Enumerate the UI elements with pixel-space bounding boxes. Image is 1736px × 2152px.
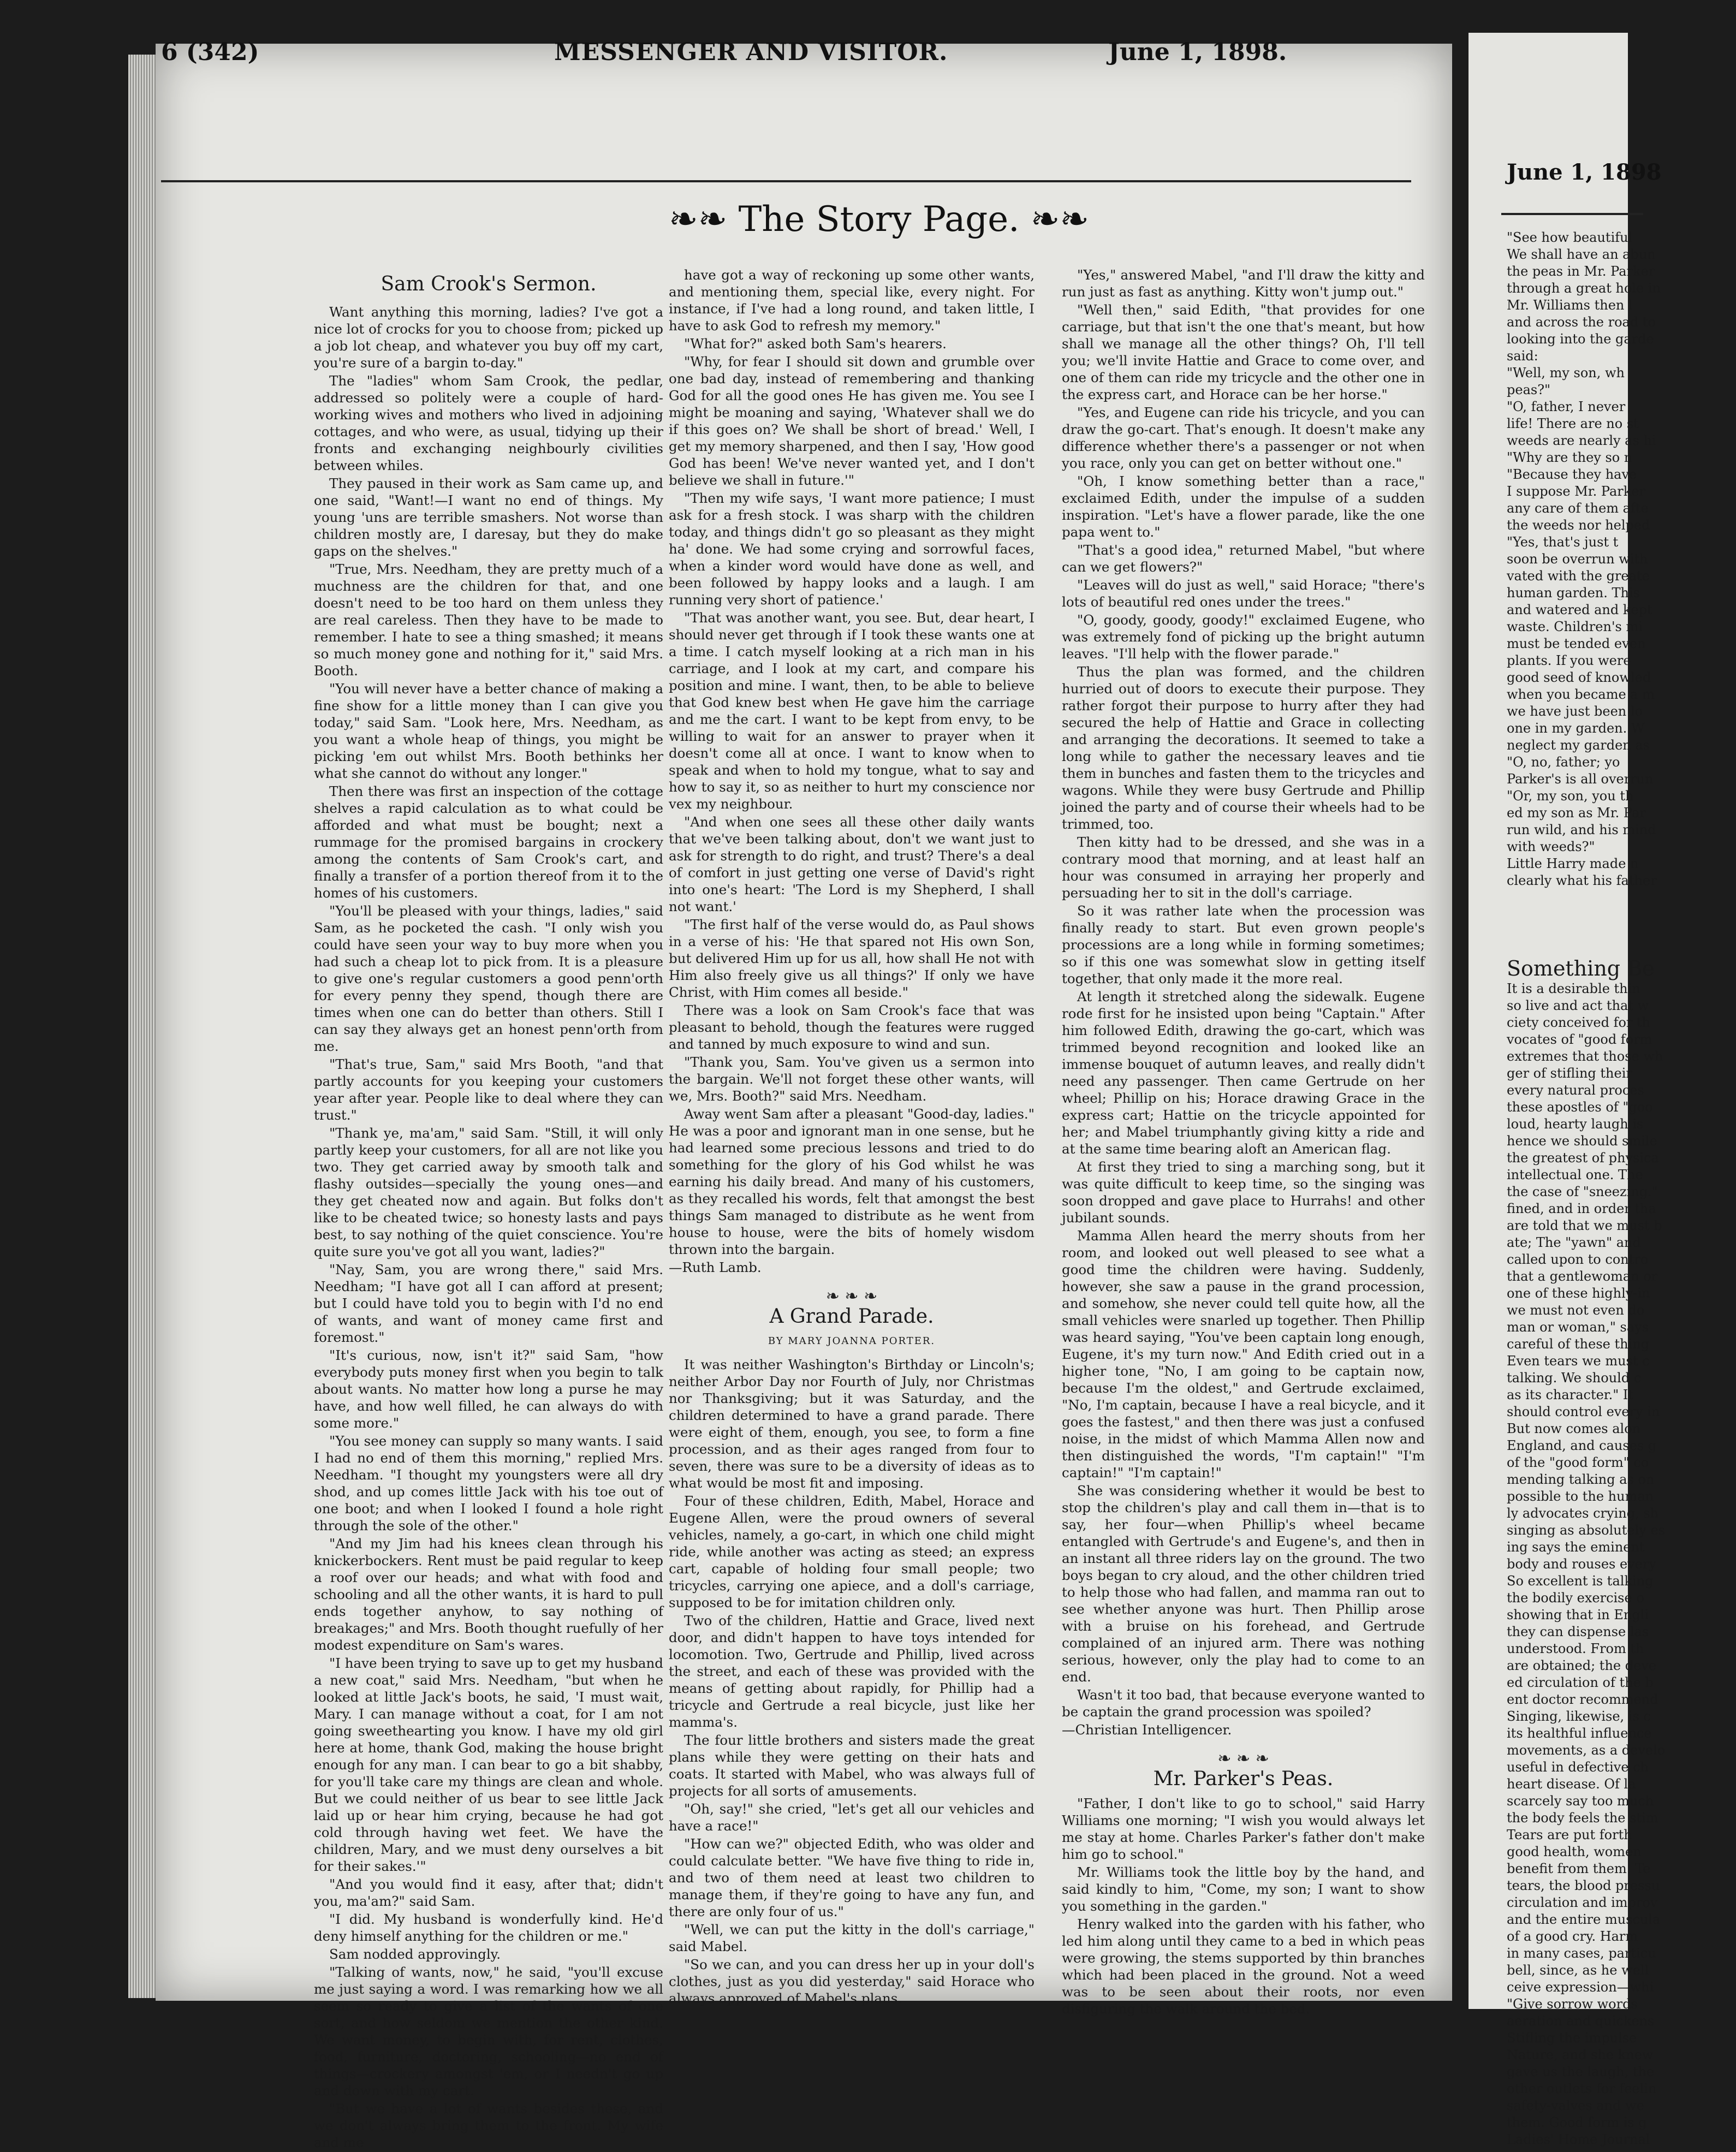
paragraph: singing as absolutely es [1507,1523,1665,1538]
paragraph: movements, as a develo [1507,1743,1666,1758]
paragraph: Mr. Williams then l [1507,298,1633,313]
paragraph: "It's curious, now, isn't it?" said Sam, "how everybody puts money first when you begin to talk about wants. No matter how long a purse he may have, and how well filled, he can always do with some more." [314,1347,663,1431]
paragraph: showing that in Engli [1507,1607,1649,1622]
paragraph: Singing, likewise, is c [1507,1709,1651,1724]
story-body-continued [1062,266,1425,1720]
story-body [669,1356,1035,2007]
paragraph: ed my son as Mr. Par [1507,805,1646,821]
paragraph: and across the road to [1507,314,1656,330]
paragraph: It is a desirable thin [1507,981,1640,996]
paragraph: "See how beautiful [1507,230,1633,245]
paragraph: "Talking of wants, now," he said, "you'll excuse me just saying a word. I was remarking how we all seem so ready to give a list of the wants of one sort, and how seldom we mention the other kind. We want money, to begin with, for rent, clothes, food, furniture, doctoring, schooling—no end of things—crockery amongst 'em, or I needn't go up and down with my cart. [314,1964,663,2099]
paragraph: in many cases, particu [1507,1946,1656,1961]
paragraph: fined, and in order tha [1507,1201,1656,1216]
paragraph: At first they tried to sing a marching song, but it was quite difficult to keep time, so the singing was soon dropped and gave place to Hurrahs! and other jubilant sounds. [1062,1159,1425,1226]
paragraph: and watered and kept [1507,602,1652,617]
paragraph: mending talking as on [1507,1472,1655,1487]
paragraph: Parker's is all overrun [1507,771,1654,787]
paragraph: There was a look on Sam Crook's face that was pleasant to behold, though the features were rugged and tanned by much exposure to wind and sun. [669,1002,1035,1052]
paragraph: we have just been lo [1507,704,1643,719]
paragraph: they can dispense las [1507,1624,1649,1639]
paragraph: possible to the human [1507,1489,1654,1504]
paragraph: Even tears we must c [1507,1353,1650,1369]
paragraph: "Give sorrow words [1507,1996,1638,2012]
paragraph: must be tended even [1507,636,1646,651]
paragraph: "Why are they so n [1507,450,1633,465]
story-title: Sam Crook's Sermon. [381,273,597,295]
paragraph: They paused in their work as Sam came up, and one said, "Want!—I want no end of things. My young 'uns are terrible smashers. Not worse than children mostly are, I daresay, but they do make gaps on the shelves." [314,475,663,559]
paragraph: waste. Children's mi [1507,619,1643,634]
paragraph: "Why, for fear I should sit down and grumble over one bad day, instead of remembering and thanking God for all the good ones He has given me. You see I might be moaning and saying, 'Whatever shall we do if this goes on? We shall be short of bread.' Well, I get my memory sharpened, and then I say, 'How good God has been! We've never wanted yet, and I don't believe we shall in future.'" [669,354,1035,488]
paragraph: We shall have an abun [1507,247,1656,262]
facing-page-text [1507,229,1736,889]
paragraph: Then kitty had to be dressed, and she was in a contrary mood that morning, and at least half an hour was consumed in arraying her properly and persuading her to sit in the doll's carriage. [1062,834,1425,901]
paragraph: with weeds?" [1507,839,1595,854]
paragraph: She was considering whether it would be best to stop the children's play and call them in—that is to say, her four—when Phillip's wheel became entangled with Gertrude's and Eugene's, and then in an instant all three riders lay on the ground. The two boys began to cry aloud, and the other children tried to help those who had fallen, and mamma ran out to see whether anyone was hurt. Then Phillip arose with a bruise on his forehead, and Gertrude complained of an injured arm. There was nothing serious, however, only the play had to come to an end. [1062,1483,1425,1685]
paragraph: "That's true, Sam," said Mrs Booth, "and that partly accounts for you keeping your customers year after year. People like to deal where they can trust." [314,1056,663,1123]
paragraph: ly advocates crying, sh [1507,1506,1659,1521]
issue-date: June 1, 1898. [1108,38,1287,66]
paragraph: Thus the plan was formed, and the children hurried out of doors to execute their purpose. They rather forgot their purpose to hurry after they had secured the help of Hattie and Grace in collecting and arranging the decorations. It seemed to take a long while to gather the necessary leaves and tie them in bunches and fasten them to the tricycles and wagons. While they were busy Gertrude and Phillip joined the party and of course their wheels had to be trimmed, too. [1062,664,1425,832]
facing-page-text [1507,980,1736,2148]
paragraph: Wasn't it too bad, that because everyone wanted to be captain the grand procession was spoiled? [1062,1687,1425,1720]
paragraph: benefit from them. Te [1507,1861,1651,1876]
paragraph: "Father, I don't like to go to school," said Harry Williams one morning; "I wish you would always let me stay at home. Charles Parker's father don't make him go to school." [1062,1796,1425,1862]
paragraph: "Leaves will do just as well," said Horace; "there's lots of beautiful red ones under the trees." [1062,577,1425,610]
paragraph: "Oh, say!" she cried, "let's get all our vehicles and have a race!" [669,1801,1035,1834]
paragraph: one of these highly-in [1507,1286,1650,1301]
paragraph: other outlets for feelin [1507,2081,1657,2096]
story-title: Mr. Parker's Peas. [1153,1768,1334,1790]
paragraph: The "ladies" whom Sam Crook, the pedlar, addressed so politely were a couple of hard-working wives and mothers who lived in adjoining cottages, and who were, as usual, tidying up their fronts and exchanging neighbourly civilities between whiles. [314,373,663,473]
paragraph: It was neither Washington's Birthday or Lincoln's; neither Arbor Day nor Fourth of July, nor Christmas nor Thanksgiving; but it was Saturday, and the children determined to have a grand parade. There were eight of them, enough, you see, to form a fine procession, and as their ages ranged from four to seven, there was sure to be a diversity of ideas as to what would be most fit and imposing. [669,1357,1035,1491]
paragraph: I suppose Mr. Parker [1507,484,1645,499]
paragraph: "I did. My husband is wonderfully kind. He'd deny himself anything for the children or me." [314,1911,663,1944]
paragraph: "Thank you, Sam. You've given us a sermon into the bargain. We'll not forget these other wants, will we, Mrs. Booth?" said Mrs. Needham. [669,1054,1035,1104]
paragraph: of the "good form" co [1507,1455,1649,1470]
paragraph: aeration and quickens [1507,2013,1655,2029]
paragraph: So excellent is talking [1507,1573,1654,1589]
paragraph: "That's a good idea," returned Mabel, "but where can we get flowers?" [1062,542,1425,575]
paragraph: talking. We should c [1507,1370,1642,1386]
story-byline: BY MARY JOANNA PORTER. [768,1335,936,1347]
paragraph: one in my garden. W [1507,721,1645,736]
paragraph: we must not even do [1507,1303,1645,1318]
paragraph: "I have been trying to save up to get my husband a new coat," said Mrs. Needham, "but when he looked at little Jack's boots, he said, 'I must wait, Mary. I can manage without a coat, for I am not going sweethearting you know. I have my old girl here at home, thank God, making the house bright enough for any man. I can bear to go a bit shabby, for you'll take care my things are clean and whole. But we could neither of us bear to see little Jack laid up or hear him crying, because he had got cold through having wet feet. We have the children, Mary, and we must deny ourselves a bit for their sakes.'" [314,1655,663,1874]
paragraph: "And you would find it easy, after that; didn't you, ma'am?" said Sam. [314,1876,663,1909]
paragraph: Mr. Williams took the little boy by the hand, and said kindly to him, "Come, my son; I want to show you something in the garden." [1062,1864,1425,1914]
paragraph: the weeds nor helped [1507,518,1650,533]
paragraph: the body feels the stim [1507,1810,1658,1826]
facing-page [1469,33,1666,2147]
paragraph: Want anything this morning, ladies? I've got a nice lot of crocks for you to choose from; picked up a job lot cheap, and whatever you buy off my cart, you're sure of a bargin to-day." [314,304,663,371]
paragraph: clearly what his father [1507,873,1657,888]
paragraph: of a good cry. Harm [1507,1929,1638,1944]
paragraph: "Oh, I know something better than a race," exclaimed Edith, under the impulse of a sudden inspiration. "Let's have a flower parade, like the one papa went to." [1062,473,1425,540]
paragraph: hence we should smile [1507,1133,1657,1149]
paragraph: "Thank ye, ma'am," said Sam. "Still, it will only partly keep your customers, for all are not like you two. They get carried away by smooth talk and flashy outsides—specially the young ones—and they get cheated now and again. But folks don't like to be cheated twice; so honesty lasts and pays best, to say nothing of the quiet conscience. You're quite sure you've got all you want, ladies?" [314,1125,663,1259]
paragraph: extremes that those wh [1507,1049,1663,1064]
paragraph: body and rouses every [1507,1556,1656,1572]
paragraph: ciety conceived for th [1507,1015,1651,1030]
paragraph: ate; The "yawn" and [1507,1235,1641,1250]
story-body [314,304,663,2151]
paragraph: At length it stretched along the sidewalk. Eugene rode first for he insisted upon being "Captain." After him followed Edith, drawing the go-cart, which was trimmed beyond recognition and looked like an immense bouquet of autumn leaves, and really didn't need any passenger. Then came Gertrude on her wheel; Phillip on his; Horace drawing Grace in the express cart; Hattie on the tricycle appointed for her; and Mabel triumphantly giving kitty a ride and at the same time bearing aloft an American flag. [1062,989,1425,1157]
paragraph: vated with the greate [1507,568,1650,584]
paragraph: But now comes alon [1507,1421,1641,1436]
story-title: A Grand Parade. [769,1305,934,1328]
story-body-continued [669,266,1035,1258]
section-title: ❧❧ The Story Page. ❧❧ [669,199,1090,240]
paragraph: "Yes," answered Mabel, "and I'll draw the kitty and run just as fast as anything. Kitty won't jump out." [1062,267,1425,300]
paragraph: "Then my wife says, 'I want more patience; I must ask for a fresh stock. I was sharp with the children today, and things didn't go so pleasant as they might ha' done. We had some crying and sorrowful faces, when a kinder word would have done as well, and been followed by happy looks and a laugh. I am running very short of patience.' [669,490,1035,608]
paragraph: tears, the blood pressu [1507,1878,1660,1893]
paragraph: and the entire muscula [1507,1912,1661,1927]
paragraph: its healthful influence [1507,1726,1652,1741]
header-rule [161,180,1411,182]
paragraph: life! There are no st [1507,416,1639,431]
facing-page-rule [1501,213,1643,215]
paragraph: careful of these thing [1507,1336,1650,1352]
paragraph: "Nay, Sam, you are wrong there," said Mrs. Needham; "I have got all I can afford at present; but I could have told you to begin with I'd no end of wants, and want of money came first and foremost." [314,1262,663,1345]
paragraph: Nature, and she knew [1507,2047,1654,2062]
paragraph: ing says the eminent [1507,1539,1645,1555]
column-2 [669,266,1035,2008]
paragraph: have got a way of reckoning up some other wants, and mentioning them, special like, every night. For instance, if I've had a long round, and taken little, I have to ask God to refresh my memory." [669,267,1035,334]
story-body [1062,1795,1425,2017]
paragraph: ceive expression—whi [1507,1979,1654,1995]
paragraph: "How can we?" objected Edith, who was older and could calculate better. "We have five thing to ride in, and two of them need at least two children to manage them, if they're going to have any fun, and there are only four of us." [669,1836,1035,1919]
paragraph: "You'll be pleased with your things, ladies," said Sam, as he pocketed the cash. "I only wish you could have seen your way to buy more when you had such a cheap lot to pick from. It is a pleasure to give one's regular customers a good penn'orth for every penny they spend, though there are times when one can do better than others. Still I can say they always get an honest penn'orth from me. [314,903,663,1054]
column-1 [314,273,663,2152]
paragraph: so live and act that w [1507,998,1649,1013]
paragraph: ed circulation of the b [1507,1675,1654,1690]
paragraph: the greatest of physica [1507,1150,1659,1166]
paragraph: good seed of knowled [1507,670,1651,685]
paragraph: human garden. This [1507,585,1640,601]
paragraph: Henry walked into the garden with his father, who led him along until they came to a bed in which peas were growing, the stems supported by thin branches which had been placed in the ground. Not a weed was to be seen about their roots, nor even disfiguring the walk around the bed. [1062,1916,1425,2017]
paragraph: gave us the laugh, the [1507,2064,1655,2079]
facing-page-date: June 1, 1898 [1507,159,1662,185]
paragraph: "What for?" asked both Sam's hearers. [684,336,947,352]
paragraph: Then there was first an inspection of the cottage shelves a rapid calculation as to what could be afforded and what must be bought; next a rummage for the promised bargains in crockery among the contents of Sam Crook's cart, and finally a transfer of a portion thereof from it to the homes of his customers. [314,783,663,901]
story-attribution: —Ruth Lamb. [669,1259,762,1275]
paragraph: "True, Mrs. Needham, they are pretty much of a muchness are the children for that, and one doesn't need to be too hard on them unless they are real careless. Then they have to be made to remember. I hate to see a thing smashed; it means so much money gone and nothing for it," said Mrs. Booth. [314,561,663,679]
page-number: 6 (342) [161,38,259,66]
paragraph: "Well, we can put the kitty in the doll's carriage," said Mabel. [669,1922,1035,1954]
paragraph: scarcely say too much [1507,1793,1654,1809]
page-stack-edge [128,55,158,1998]
paragraph: England, and causes g [1507,1438,1657,1453]
paragraph: any care of them afte [1507,501,1649,516]
paragraph: "Yes, that's just t [1507,534,1619,550]
paragraph: bell, since, as he well [1507,1963,1649,1978]
facing-page-column [1507,229,1736,2148]
paragraph: as its character." It [1507,1387,1634,1402]
paragraph: vocates of "good form [1507,1032,1652,1047]
paragraph: "The first half of the verse would do, as Paul shows in a verse of his: 'He that spared not His own Son, but delivered Him up for us all, how shall He not with Him also freely give us all things?' If only we have Christ, with Him comes all beside." [669,917,1035,1000]
paragraph: heart disease. Of la [1507,1776,1636,1792]
paragraph: Sam nodded approvingly. [329,1946,501,1962]
paragraph: ent doctor recommend [1507,1692,1658,1707]
paragraph: the bodily exercise o [1507,1590,1644,1606]
paragraph: should control every in [1507,1404,1660,1419]
paragraph: Mamma Allen heard the merry shouts from her room, and looked out well pleased to see what a good time the children were having. Suddenly, however, she saw a pause in the grand procession, and somehow, she never could tell quite how, all the small vehicles were snarled up together. Then Phillip was heard saying, "You've been captain long enough, Eugene, it's my turn now." And Edith cried out in a higher tone, "No, I am going to be captain now, because I'm the oldest," and Gertrude exclaimed, "No, I'm captain, because I have a real bicycle, and it goes the fastest," and then there was just a confused noise, in the midst of which Mamma Allen now and then distinguished the words, "I'm captain!" "I'm captain!" "I'm captain!" [1062,1228,1425,1481]
paragraph: "You see money can supply so many wants. I said I had no end of them this morning," replied Mrs. Needham. "I thought my youngsters were all dry shod, and up comes little Jack with his toe out of one boot; and when I looked I found a hole right through the sole of the other." [314,1433,663,1533]
paragraph: Stifling the impulse [1507,2030,1637,2046]
paragraph: run wild, and his mind [1507,822,1656,837]
paragraph: ger of stifling their [1507,1066,1632,1081]
paragraph: Two of the children, Hattie and Grace, lived next door, and didn't happen to have toys intended for locomotion. Two, Gertrude and Phillip, lived across the street, and each of these was provided with the means of getting about rapidly, for Phillip had a tricycle and Gertrude a real bicycle, just like her mamma's. [669,1613,1035,1730]
paragraph: Tears are put forth [1507,1827,1632,1842]
paragraph: good health, women [1507,1844,1642,1859]
paragraph: Little Harry made n [1507,856,1639,871]
paragraph: "Yes, and Eugene can ride his tricycle, and you can draw the go-cart. That's enough. It doesn't make any difference whether there's a passenger or not when you race, only you can get on better without one." [1062,405,1425,471]
paragraph: "Well then," said Edith, "that provides for one carriage, but that isn't the one that's meant, but how shall we manage all the other things? Oh, I'll tell you; we'll invite Hattie and Grace to come over, and one of them can ride my tricycle and the other one in the express cart, and Horace can be her horse." [1062,302,1425,402]
paragraph: "Because they have [1507,467,1637,482]
paragraph: circulation and improv [1507,1895,1658,1910]
paragraph: neglect my garden as [1507,738,1650,753]
paragraph: through a great hole in [1507,281,1661,296]
paragraph: "Well, my son, wh [1507,365,1625,381]
paragraph: So it was rather late when the procession was finally ready to start. But even grown people's processions are a long while in forming sometimes; so if this one was somewhat slow in getting itself together, that only made it the more real. [1062,903,1425,986]
paragraph: man or woman," says [1507,1319,1649,1335]
paragraph: called upon to contro [1507,1252,1649,1267]
paragraph: when you became a m [1507,687,1655,702]
paragraph: "You will never have a better chance of making a fine show for a little money than I can give you today," said Sam. "Look here, Mrs. Needham, as you want a whole heap of things, you might be picking 'em out whilst Mrs. Booth bethinks her what she cannot do without any longer." [314,681,663,781]
column-3 [1062,266,1425,2018]
paragraph: safety-valves and we [1507,2098,1644,2113]
paragraph: "O, no, father; yo [1507,754,1620,770]
paragraph: Ladies' Home Journal [1507,2132,1650,2147]
paragraph: weeds are nearly as hi [1507,433,1656,448]
paragraph: that a gentlewoman or [1507,1269,1658,1284]
paragraph: Away went Sam after a pleasant "Good-day, ladies." He was a poor and ignorant man in one sense, but he had learned some precious lessons and tried to do something for the glory of his God whilst he was earning his daily bread. And many of his customers, as they recalled his words, felt that amongst the best things Sam managed to distribute as he went from house to house, were the bits of homely wisdom thrown into the bargain. [669,1106,1035,1257]
paragraph: useful in defective ch [1507,1759,1649,1775]
paragraph: are told that we must b [1507,1218,1662,1233]
paragraph: said: [1507,348,1538,364]
paragraph: "So we can, and you can dress her up in your doll's clothes, just as you did yesterday," said Horace who always approved of Mabel's plans. [669,1957,1035,2006]
paragraph: Four of these children, Edith, Mabel, Horace and Eugene Allen, were the proud owners of several vehicles, namely, a go-cart, in which one child might ride, while another was acting as steed; an express cart, capable of holding four small people; two tricycles, carrying one apiece, and a doll's carriage, supposed to be for imitation children only. [669,1493,1035,1610]
leaf-ornament-icon: ❧❧ [669,199,739,240]
paragraph: "O, father, I never [1507,399,1626,414]
story-attribution: —Christian Intelligencer. [1062,1722,1232,1738]
paragraph: loud, hearty laugh is [1507,1116,1644,1132]
masthead-title: MESSENGER AND VISITOR. [554,38,948,66]
paragraph: plants. If you were [1507,653,1631,668]
paragraph: peas?" [1507,382,1551,397]
paragraph: intellectual one. The [1507,1167,1643,1182]
paragraph: soon be overrun with [1507,551,1648,567]
paragraph: them. Good form is g [1507,2115,1647,2130]
paragraph: the case of "sneezing." [1507,1184,1658,1199]
paragraph: "That was another want, you see. But, dear heart, I should never get through if I took these wants one at a time. I catch myself looking at a rich man in his carriage, and I look at my cart, and compare his position and mine. I want, then, to be able to believe that God knew best when He gave him the carriage and me the cart. I want to be kept from envy, to be willing to wait for an answer to prayer when it doesn't come all at once. I want to know when to speak and when to hold my tongue, what to say and how to say it, so as neither to hurt my conscience nor vex my neighbour. [669,610,1035,812]
paragraph: "And my Jim had his knees clean through his knickerbockers. Rent must be paid regular to keep a roof over our heads; and what with food and schooling and all the other wants, it is hard to pull ends together anyhow, to say nothing of breakages;" and Mrs. Booth thought ruefully of her modest expenditure on Sam's wares. [314,1536,663,1653]
ornament-divider: ❧ ❧ ❧ [1217,1749,1269,1768]
ornament-divider: ❧ ❧ ❧ [825,1287,878,1306]
paragraph: "O, goody, goody, goody!" exclaimed Eugene, who was extremely fond of picking up the bright autumn leaves. "I'll help with the flower parade." [1062,612,1425,662]
paragraph: the peas in Mr. Parker [1507,264,1655,279]
paragraph: every natural proces [1507,1083,1644,1098]
paragraph: understood. From th [1507,1641,1644,1656]
leaf-ornament-icon: ❧❧ [1019,199,1090,240]
paragraph: "And when one sees all these other daily wants that we've been talking about, don't we want just to ask for strength to do right, and trust? There's a deal of comfort in just getting one verse of David's right into one's heart: 'The Lord is my Shepherd, I shall not want.' [669,814,1035,914]
paragraph: "Or, my son, you th [1507,788,1634,804]
paragraph: are obtained; the deve [1507,1658,1657,1673]
paragraph: "But we have a lot of wants besides these, and we don't always bring them to the front. My wife and me [314,2101,663,2150]
paragraph: The four little brothers and sisters made the great plans while they were getting on their hats and coats. It started with Mabel, who was always full of projects for all sorts of amusements. [669,1732,1035,1799]
paragraph: looking into the garde [1507,331,1654,347]
paragraph: these apostles of "goo [1507,1099,1653,1115]
facing-page-heading: Something Be [1507,956,1655,980]
